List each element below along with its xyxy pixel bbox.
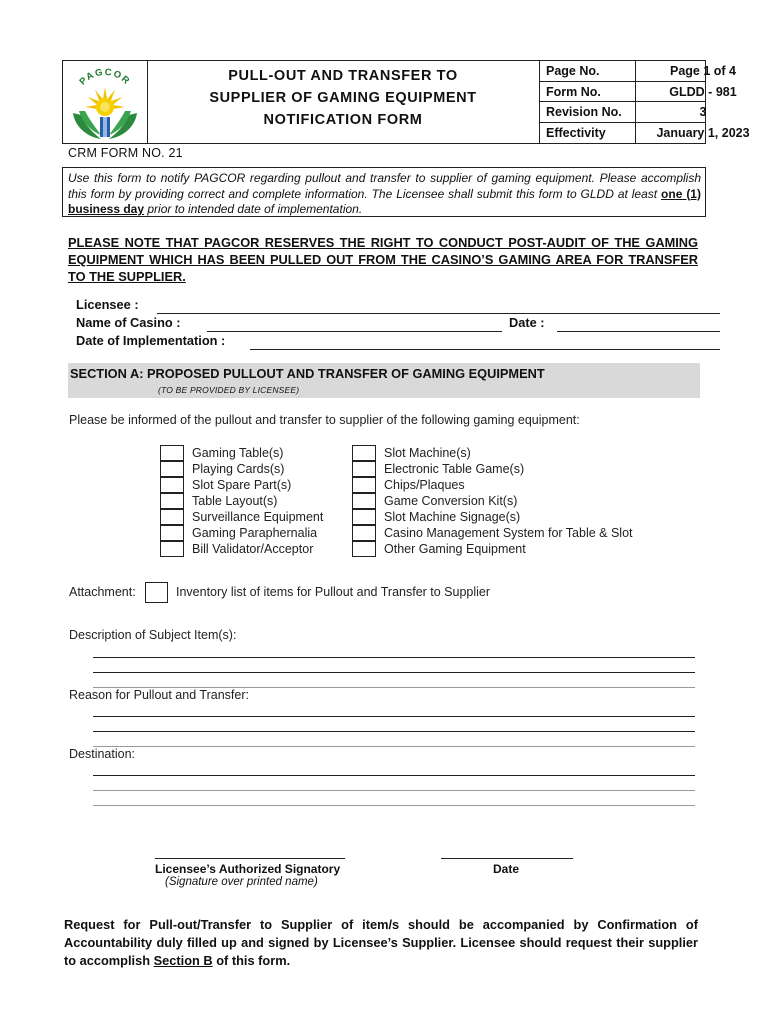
meta-row-form [540, 82, 737, 103]
description-label: Description of Subject Item(s): [69, 628, 237, 642]
reason-line-2[interactable] [93, 731, 695, 732]
checkbox[interactable] [160, 509, 184, 525]
meta-row-revision [540, 102, 705, 123]
logo-text: PAGCOR [77, 66, 133, 88]
checkbox-label: Chips/Plaques [384, 478, 465, 492]
footer-text: Request for Pull-out/Transfer to Supplier of item/s should be accompanied by Confirmation of Accountability duly filled up and signed by Licensee’s Supplier. Licensee should request their supplier to accomplish [64, 917, 698, 968]
checkbox[interactable] [160, 477, 184, 493]
form-title [147, 61, 540, 143]
destination-line-3[interactable] [93, 805, 695, 806]
checkbox[interactable] [160, 493, 184, 509]
attachment-checkbox[interactable] [145, 582, 168, 603]
reason-line-1[interactable] [93, 716, 695, 717]
meta-label: Form No. [546, 84, 601, 99]
checkbox[interactable] [352, 525, 376, 541]
title-line-2: SUPPLIER OF GAMING EQUIPMENT [209, 90, 477, 106]
checkbox[interactable] [352, 477, 376, 493]
checkbox-label: Playing Cards(s) [192, 462, 285, 476]
meta-value: GLDD - 981 [669, 84, 737, 99]
equipment-intro: Please be informed of the pullout and transfer to supplier of the following gaming equipment: [69, 413, 580, 427]
checkbox-label: Table Layout(s) [192, 494, 278, 508]
meta-label: Page No. [546, 64, 600, 78]
checkbox-label: Slot Spare Part(s) [192, 478, 292, 492]
signatory-label: Licensee’s Authorized Signatory [155, 862, 341, 876]
attachment-label: Attachment: [69, 585, 136, 599]
intro-text-end: prior to intended date of implementation. [144, 202, 363, 216]
checkbox[interactable] [160, 525, 184, 541]
meta-label: Revision No. [546, 105, 622, 119]
licensee-label: Licensee : [76, 297, 139, 312]
checkbox-label: Slot Machine(s) [384, 446, 471, 460]
checkbox-label: Bill Validator/Acceptor [192, 542, 314, 556]
destination-label: Destination: [69, 747, 136, 761]
svg-text:PAGCOR [77, 67, 132, 88]
checkbox-label: Game Conversion Kit(s) [384, 494, 518, 508]
pagcor-logo-icon [63, 61, 147, 143]
checkbox[interactable] [352, 461, 376, 477]
destination-line-2[interactable] [93, 790, 695, 791]
intro-text: Use this form to notify PAGCOR regarding pullout and transfer to supplier of gaming equipment. Please accomplish this form by providing correct and complete information. The Licensee shall submit this form to GLDD at least [68, 171, 701, 201]
title-line-3: NOTIFICATION FORM [263, 112, 423, 128]
description-line-1[interactable] [93, 657, 695, 658]
checkbox[interactable] [352, 541, 376, 557]
section-a-subtitle: (TO BE PROVIDED BY LICENSEE) [158, 385, 300, 395]
meta-label: Effectivity [546, 125, 606, 140]
crm-form-number: CRM FORM NO. 21 [68, 146, 183, 160]
attachment-text: Inventory list of items for Pullout and Transfer to Supplier [176, 585, 491, 599]
meta-row-page [540, 61, 736, 82]
checkbox-label: Other Gaming Equipment [384, 542, 526, 556]
meta-value: 3 [699, 105, 707, 119]
signatory-sublabel: (Signature over printed name) [165, 876, 318, 888]
checkbox-label: Electronic Table Game(s) [384, 462, 525, 476]
checkbox[interactable] [352, 445, 376, 461]
checkbox[interactable] [160, 445, 184, 461]
checkbox-label: Gaming Table(s) [192, 446, 284, 460]
section-b-reference: Section B [153, 953, 213, 968]
licensee-field[interactable] [157, 313, 720, 314]
casino-name-label: Name of Casino : [76, 315, 181, 330]
checkbox[interactable] [352, 509, 376, 525]
form-header [62, 60, 750, 144]
signature-date-line[interactable] [441, 858, 573, 859]
signatory-line[interactable] [155, 858, 345, 859]
casino-name-field[interactable] [207, 331, 502, 332]
destination-line-1[interactable] [93, 775, 695, 776]
checkbox-label: Slot Machine Signage(s) [384, 510, 521, 524]
intro-emphasis: one (1) business day [68, 186, 701, 216]
meta-value: January 1, 2023 [656, 125, 750, 140]
meta-value: Page 1 of 4 [670, 64, 736, 78]
form-meta-table [540, 61, 750, 143]
checkbox[interactable] [160, 461, 184, 477]
reason-label: Reason for Pullout and Transfer: [69, 688, 249, 702]
section-a-header [68, 363, 700, 398]
title-line-1: PULL-OUT AND TRANSFER TO [228, 68, 458, 84]
pagcor-logo [63, 61, 148, 143]
checkbox[interactable] [160, 541, 184, 557]
description-line-2[interactable] [93, 672, 695, 673]
date-label: Date : [509, 315, 545, 330]
post-audit-notice: PLEASE NOTE THAT PAGCOR RESERVES THE RIGHT TO CONDUCT POST-AUDIT OF THE GAMING EQUIPMENT WHICH HAS BEEN PULLED OUT FROM THE CASINO’S GAMING AREA FOR TRANSFER TO THE SUPPLIER. [68, 235, 698, 284]
section-a-title: SECTION A: PROPOSED PULLOUT AND TRANSFER OF GAMING EQUIPMENT [70, 366, 545, 381]
instructions-box [62, 167, 706, 217]
implementation-date-field[interactable] [250, 349, 720, 350]
footer-note [64, 916, 698, 970]
date-field[interactable] [557, 331, 720, 332]
checkbox-label: Casino Management System for Table & Slot [384, 526, 633, 540]
signature-date-label: Date [493, 862, 520, 876]
implementation-date-label: Date of Implementation : [76, 333, 226, 348]
meta-row-effectivity [540, 123, 750, 144]
footer-text-end: of this form. [212, 953, 291, 968]
checkbox[interactable] [352, 493, 376, 509]
checkbox-label: Surveillance Equipment [192, 510, 324, 524]
checkbox-label: Gaming Paraphernalia [192, 526, 318, 540]
reason-line-3[interactable] [93, 746, 695, 747]
